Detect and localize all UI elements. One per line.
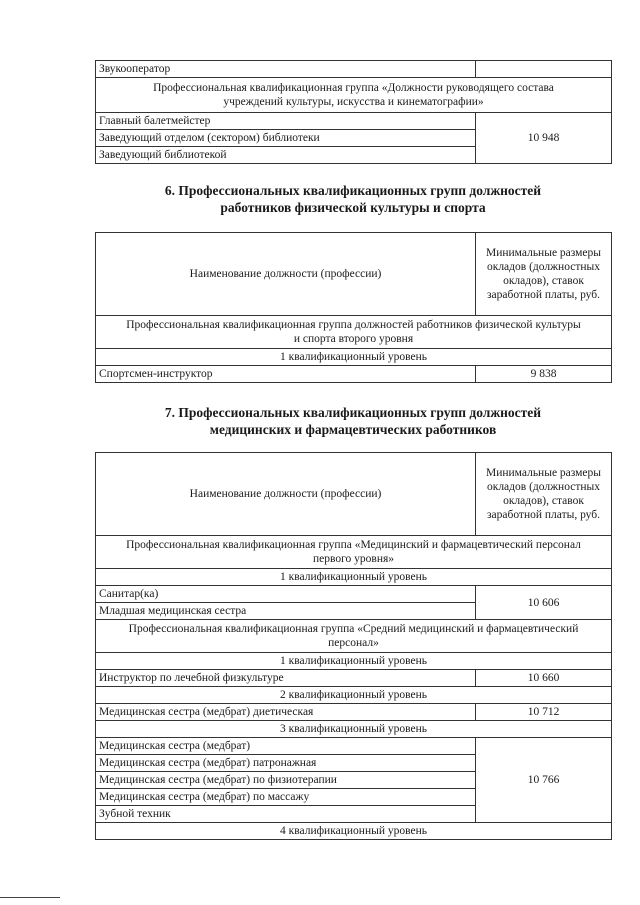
table-row <box>96 620 612 653</box>
position-name: Медицинская сестра (медбрат) патронажная <box>96 755 476 772</box>
position-name: Зубной техник <box>96 806 476 823</box>
table-row <box>96 738 612 755</box>
group-title: Профессиональная квалификационная группа должностей работников физической культуры и спорта второго уровня <box>96 316 612 349</box>
section-6-title <box>95 182 611 216</box>
table-row <box>96 704 612 721</box>
level-title: 1 квалификационный уровень <box>96 653 612 670</box>
section-7-title-line1: 7. Профессиональных квалификационных групп должностей <box>164 405 542 420</box>
position-name: Медицинская сестра (медбрат) по физиотерапии <box>96 772 476 789</box>
header-name: Наименование должности (профессии) <box>96 233 476 316</box>
salary-cell: 9 838 <box>476 366 612 383</box>
position-name: Медицинская сестра (медбрат) диетическая <box>96 704 476 721</box>
section-7-title-line2: медицинских и фармацевтических работников <box>209 422 497 437</box>
position-name: Санитар(ка) <box>96 586 476 603</box>
table-row <box>96 113 612 130</box>
table-row <box>96 349 612 366</box>
level-title: 1 квалификационный уровень <box>96 569 612 586</box>
position-name: Младшая медицинская сестра <box>96 603 476 620</box>
level-title: 3 квалификационный уровень <box>96 721 612 738</box>
table-row <box>96 721 612 738</box>
group-title: Профессиональная квалификационная группа «Должности руководящего состава учреждений культуры, искусства и кинематографии» <box>96 78 612 113</box>
position-name: Заведующий библиотекой <box>96 147 476 164</box>
page-divider <box>0 897 60 898</box>
table-row <box>96 316 612 349</box>
position-name: Звукооператор <box>96 61 476 78</box>
table-row <box>96 366 612 383</box>
table-row <box>96 569 612 586</box>
table-row <box>96 670 612 687</box>
salary-cell <box>476 61 612 78</box>
position-name: Заведующий отделом (сектором) библиотеки <box>96 130 476 147</box>
table-row <box>96 536 612 569</box>
section-6-title-line1: 6. Профессиональных квалификационных групп должностей <box>164 183 542 198</box>
section-6-table <box>95 232 612 383</box>
salary-cell: 10 606 <box>476 586 612 620</box>
salary-cell: 10 712 <box>476 704 612 721</box>
top-table <box>95 60 612 164</box>
level-title: 4 квалификационный уровень <box>96 823 612 840</box>
position-name: Медицинская сестра (медбрат) по массажу <box>96 789 476 806</box>
section-6-title-line2: работников физической культуры и спорта <box>220 200 486 215</box>
section-7-table <box>95 452 612 840</box>
salary-cell: 10 766 <box>476 738 612 823</box>
position-name: Инструктор по лечебной физкультуре <box>96 670 476 687</box>
table-row <box>96 653 612 670</box>
group-title: Профессиональная квалификационная группа «Медицинский и фармацевтический персонал первого уровня» <box>96 536 612 569</box>
position-name: Медицинская сестра (медбрат) <box>96 738 476 755</box>
header-salary: Минимальные размеры окладов (должностных окладов), ставок заработной платы, руб. <box>476 233 612 316</box>
table-header <box>96 453 612 536</box>
header-name: Наименование должности (профессии) <box>96 453 476 536</box>
position-name: Главный балетмейстер <box>96 113 476 130</box>
header-salary: Минимальные размеры окладов (должностных окладов), ставок заработной платы, руб. <box>476 453 612 536</box>
table-header <box>96 233 612 316</box>
salary-cell: 10 948 <box>476 113 612 164</box>
salary-cell: 10 660 <box>476 670 612 687</box>
table-row <box>96 586 612 603</box>
level-title: 1 квалификационный уровень <box>96 349 612 366</box>
group-title: Профессиональная квалификационная группа «Средний медицинский и фармацевтический персонал» <box>96 620 612 653</box>
table-row <box>96 823 612 840</box>
position-name: Спортсмен-инструктор <box>96 366 476 383</box>
level-title: 2 квалификационный уровень <box>96 687 612 704</box>
table-row <box>96 687 612 704</box>
table-row <box>96 61 612 78</box>
table-row <box>96 78 612 113</box>
section-7-title <box>95 404 611 438</box>
